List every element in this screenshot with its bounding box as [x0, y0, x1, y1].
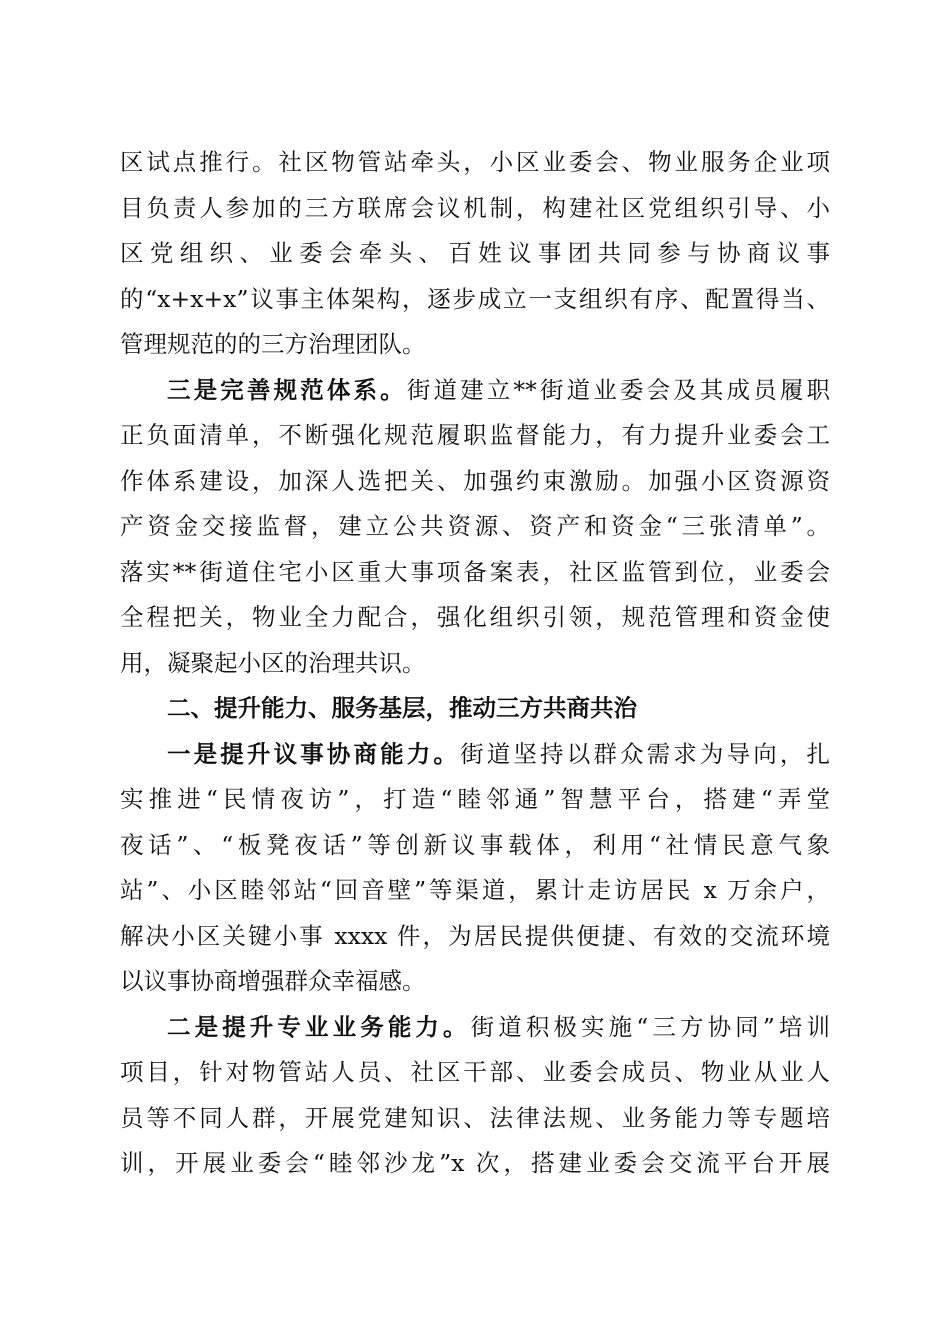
paragraph-4-line-2: 项目，针对物管站人员、社区干部、业委会成员、物业从业人	[120, 1058, 830, 1086]
paragraph-2-line-4: 产资金交接监督，建立公共资源、资产和资金“三张清单”。	[120, 512, 830, 540]
paragraph-3-first-line	[167, 739, 830, 769]
paragraph-2-line-2: 正负面清单，不断强化规范履职监督能力，有力提升业委会工	[120, 421, 830, 449]
paragraph-1-line-2: 目负责人参加的三方联席会议机制，构建社区党组织引导、小	[120, 194, 830, 222]
paragraph-4-line-4: 训，开展业委会“睦邻沙龙”x 次，搭建业委会交流平台开展	[120, 1149, 830, 1177]
paragraph-4-lead: 二是提升专业业务能力。	[167, 1013, 471, 1041]
paragraph-2-line-3: 作体系建设，加深人选把关、加强约束激励。加强小区资源资	[120, 467, 830, 495]
paragraph-1-line-4: 的“x+x+x”议事主体架构，逐步成立一支组织有序、配置得当、	[120, 285, 830, 313]
paragraph-4-line-3: 员等不同人群，开展党建知识、法律法规、业务能力等专题培	[120, 1104, 830, 1132]
paragraph-2-line-7: 用，凝聚起小区的治理共识。	[120, 649, 426, 677]
paragraph-4-first-rest: 街道积极实施“三方协同”培训	[470, 1013, 831, 1041]
paragraph-1-line-1: 区试点推行。社区物管站牵头，小区业委会、物业服务企业项	[120, 148, 830, 176]
paragraph-3-line-3: 夜话”、“板凳夜话”等创新议事载体，利用“社情民意气象	[120, 831, 830, 859]
paragraph-2-line-5: 落实**街道住宅小区重大事项备案表，社区监管到位，业委会	[120, 558, 830, 586]
paragraph-1-line-5: 管理规范的的三方治理团队。	[120, 330, 426, 358]
paragraph-3-line-5: 解决小区关键小事 xxxx 件，为居民提供便捷、有效的交流环境	[120, 922, 830, 950]
paragraph-2-first-line	[167, 375, 830, 405]
paragraph-4-first-line	[167, 1012, 830, 1042]
paragraph-3-first-rest: 街道坚持以群众需求为导向，扎	[460, 740, 831, 768]
paragraph-1-line-3: 区党组织、业委会牵头、百姓议事团共同参与协商议事	[120, 239, 830, 267]
section-heading: 二、提升能力、服务基层，推动三方共商共治	[167, 694, 637, 722]
paragraph-3-line-4: 站”、小区睦邻站“回音壁”等渠道，累计走访居民 x 万余户，	[120, 876, 830, 904]
paragraph-3-lead: 一是提升议事协商能力。	[167, 740, 461, 768]
paragraph-3-line-6: 以议事协商增强群众幸福感。	[120, 967, 426, 995]
paragraph-2-lead: 三是完善规范体系。	[167, 376, 407, 404]
paragraph-3-line-2: 实推进“民情夜访”，打造“睦邻通”智慧平台，搭建“弄堂	[120, 785, 830, 813]
paragraph-2-first-rest: 街道建立**街道业委会及其成员履职	[406, 376, 830, 404]
paragraph-2-line-6: 全程把关，物业全力配合，强化组织引领，规范管理和资金使	[120, 603, 830, 631]
